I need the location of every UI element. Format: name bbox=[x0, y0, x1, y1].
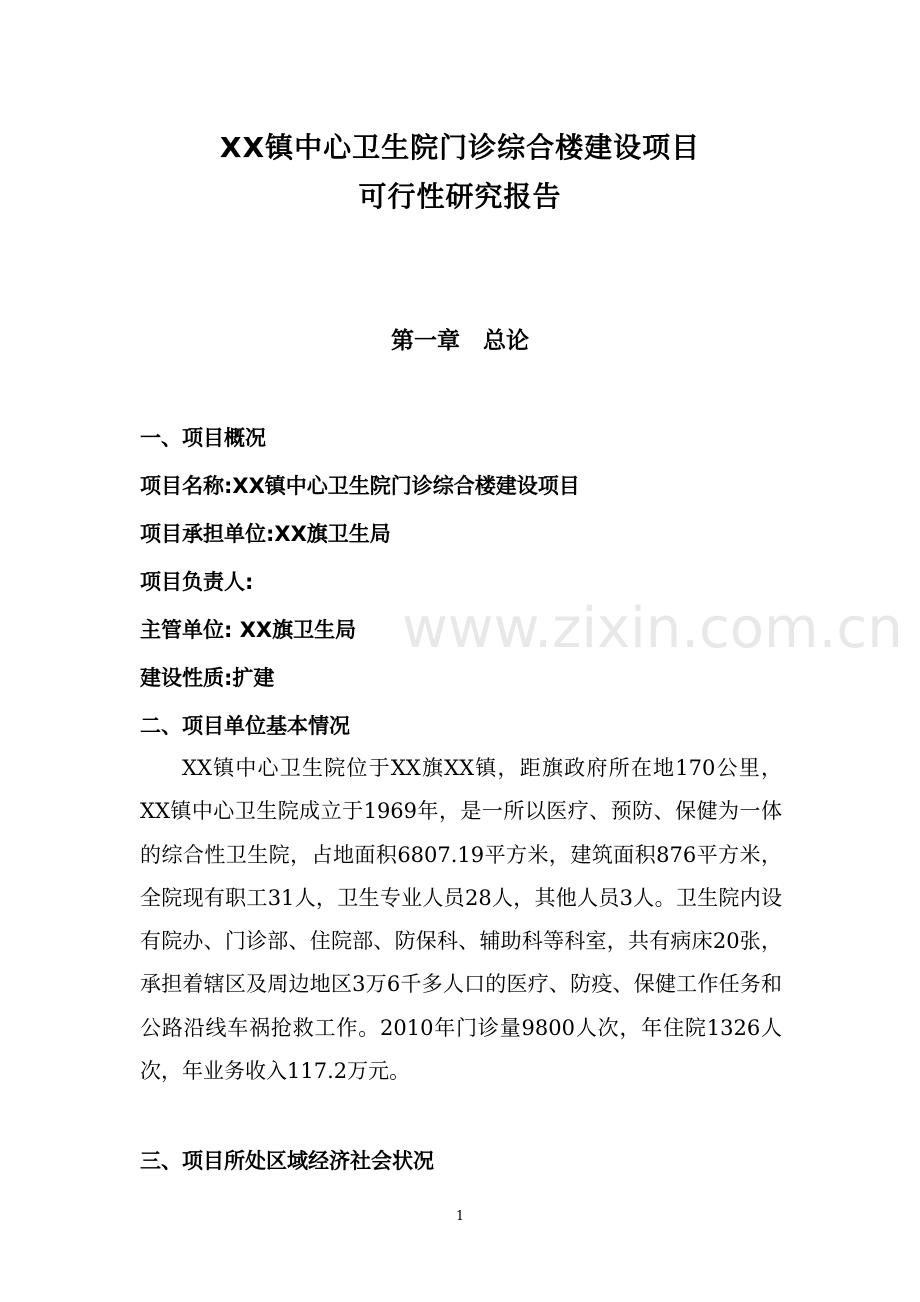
field-supervising-unit: 主管单位: XX旗卫生局 bbox=[140, 618, 357, 642]
page-number: 1 bbox=[455, 1209, 465, 1224]
field-undertaking-unit: 项目承担单位:XX旗卫生局 bbox=[140, 522, 391, 546]
field-project-leader: 项目负责人: bbox=[140, 570, 254, 594]
document-title: XX镇中心卫生院门诊综合楼建设项目 bbox=[219, 131, 701, 164]
field-project-name: 项目名称:XX镇中心卫生院门诊综合楼建设项目 bbox=[140, 474, 580, 498]
chapter-heading: 第一章 总论 bbox=[391, 328, 529, 354]
section-heading-regional-economy: 三、项目所处区域经济社会状况 bbox=[140, 1149, 434, 1173]
field-construction-nature: 建设性质:扩建 bbox=[140, 666, 275, 690]
watermark: www.zixin.com.cn bbox=[402, 596, 903, 661]
body-paragraph: XX镇中心卫生院位于XX旗XX镇，距旗政府所在地170公里，XX镇中心卫生院成立于1969年，是一所以医疗、预防、保健为一体的综合性卫生院，占地面积6807.19平方米，建筑面积876平方米，全院现有职工31人，卫生专业人员28人，其他人员3人。卫生院内设有院办、门诊部、住院部、防保科、辅助科等科室，共有病床20张，承担着辖区及周边地区3万6千多人口的医疗、防疫、保健工作任务和公路沿线车祸抢救工作。2010年门诊量9800人次，年住院1326人次，年业务收入117.2万元。 bbox=[140, 756, 782, 1084]
section-heading-overview: 一、项目概况 bbox=[140, 426, 266, 450]
section-heading-unit-info: 二、项目单位基本情况 bbox=[140, 714, 350, 738]
document-subtitle: 可行性研究报告 bbox=[358, 180, 562, 213]
